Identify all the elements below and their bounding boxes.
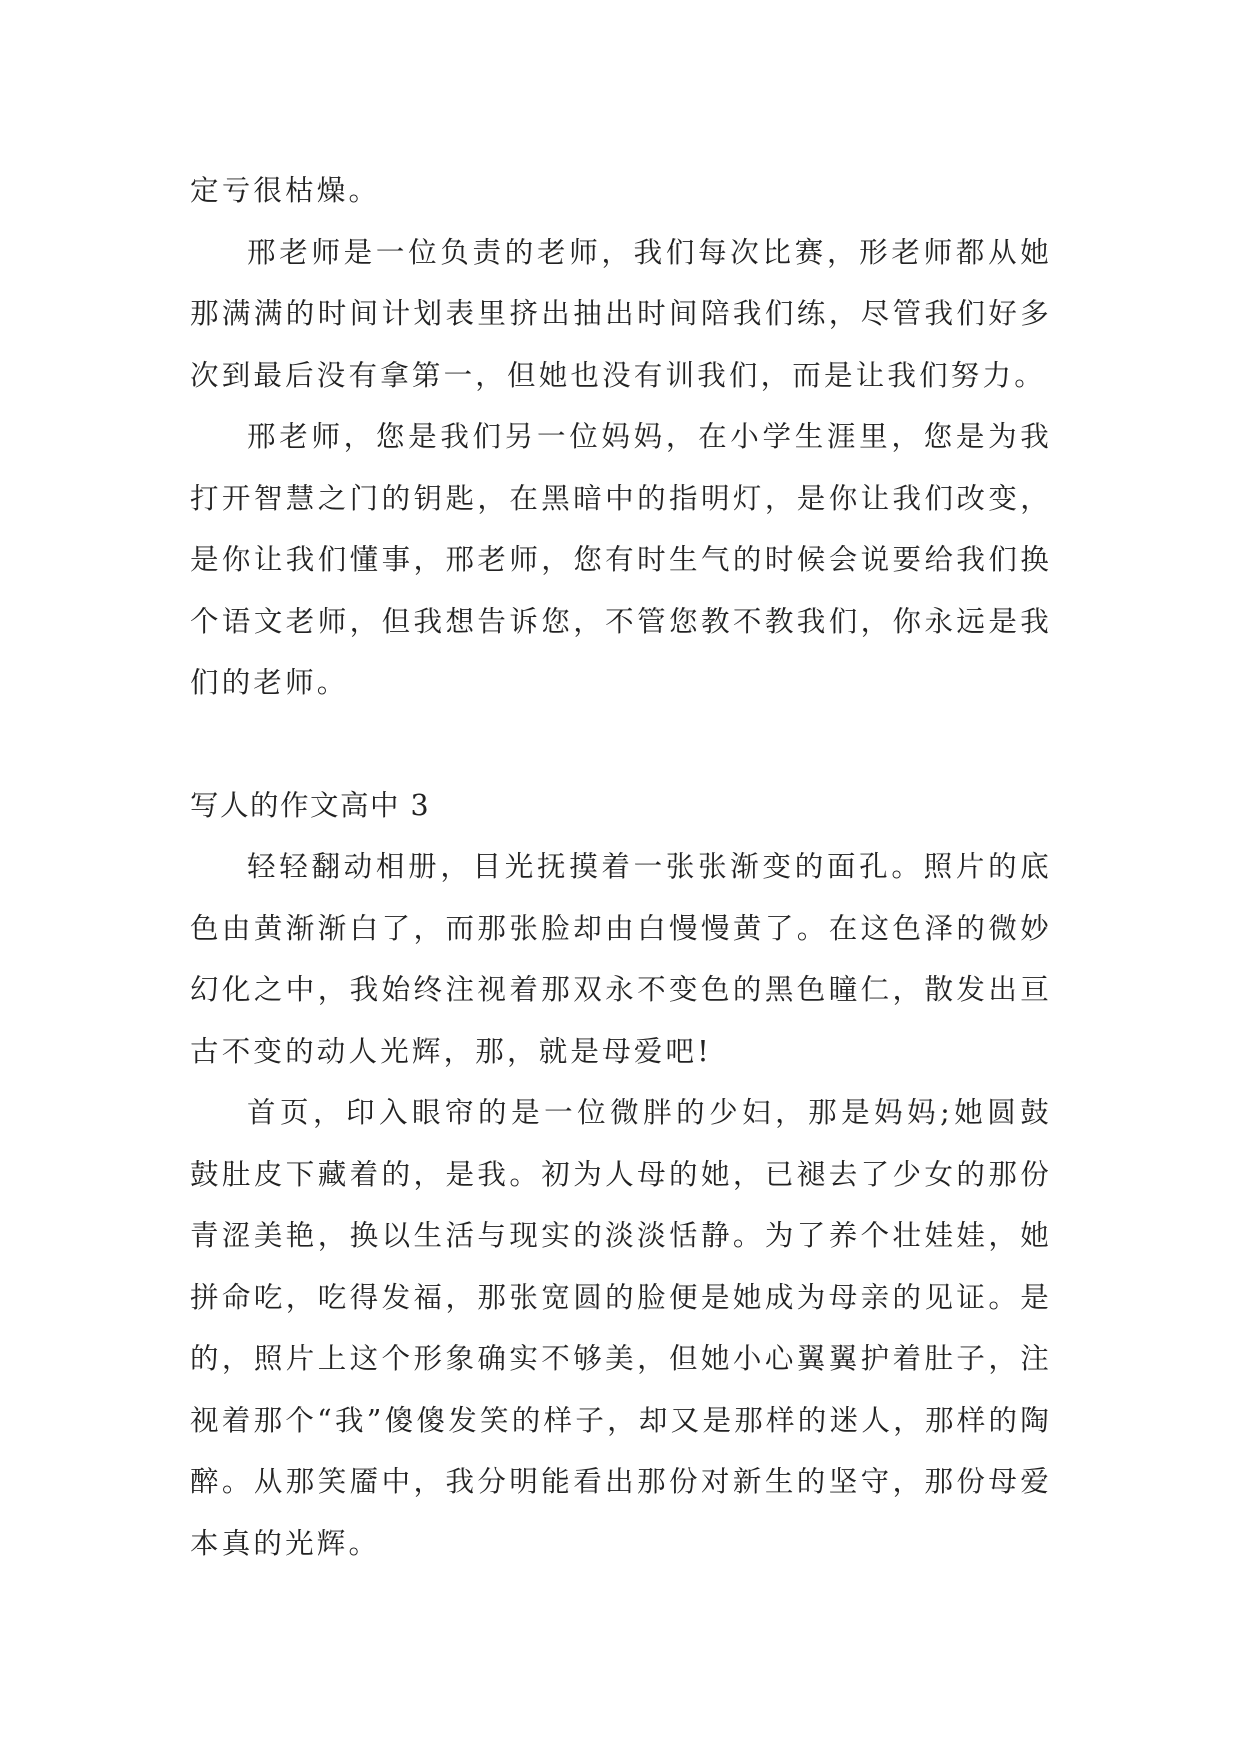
paragraph: 邢老师是一位负责的老师，我们每次比赛，形老师都从她那满满的时间计划表里挤出抽出时间陪我们练，尽管我们好多次到最后没有拿第一，但她也没有训我们，而是让我们努力。 <box>190 235 1052 392</box>
section-title: 写人的作文高中 3 <box>190 788 431 822</box>
paragraph: 邢老师，您是我们另一位妈妈，在小学生涯里，您是为我打开智慧之门的钥匙，在黑暗中的指明灯，是你让我们改变，是你让我们懂事，邢老师，您有时生气的时候会说要给我们换个语文老师，但我想告诉您，不管您教不教我们，你永远是我们的老师。 <box>190 420 1052 699</box>
paragraph: 轻轻翻动相册，目光抚摸着一张张渐变的面孔。照片的底色由黄渐渐白了，而那张脸却由白慢慢黄了。在这色泽的微妙幻化之中，我始终注视着那双永不变色的黑色瞳仁，散发出亘古不变的动人光辉，那，就是母爱吧! <box>190 850 1052 1068</box>
document-body <box>190 160 1052 1574</box>
paragraph-continuation: 定亏很枯燥。 <box>190 174 381 207</box>
paragraph: 首页，印入眼帘的是一位微胖的少妇，那是妈妈;她圆鼓鼓肚皮下藏着的，是我。初为人母的她，已褪去了少女的那份青涩美艳，换以生活与现实的淡淡恬静。为了养个壮娃娃，她拼命吃，吃得发福，那张宽圆的脸便是她成为母亲的见证。是的，照片上这个形象确实不够美，但她小心翼翼护着肚子，注视着那个“我”傻傻发笑的样子，却又是那样的迷人，那样的陶醉。从那笑靥中，我分明能看出那份对新生的坚守，那份母爱本真的光辉。 <box>190 1096 1052 1560</box>
